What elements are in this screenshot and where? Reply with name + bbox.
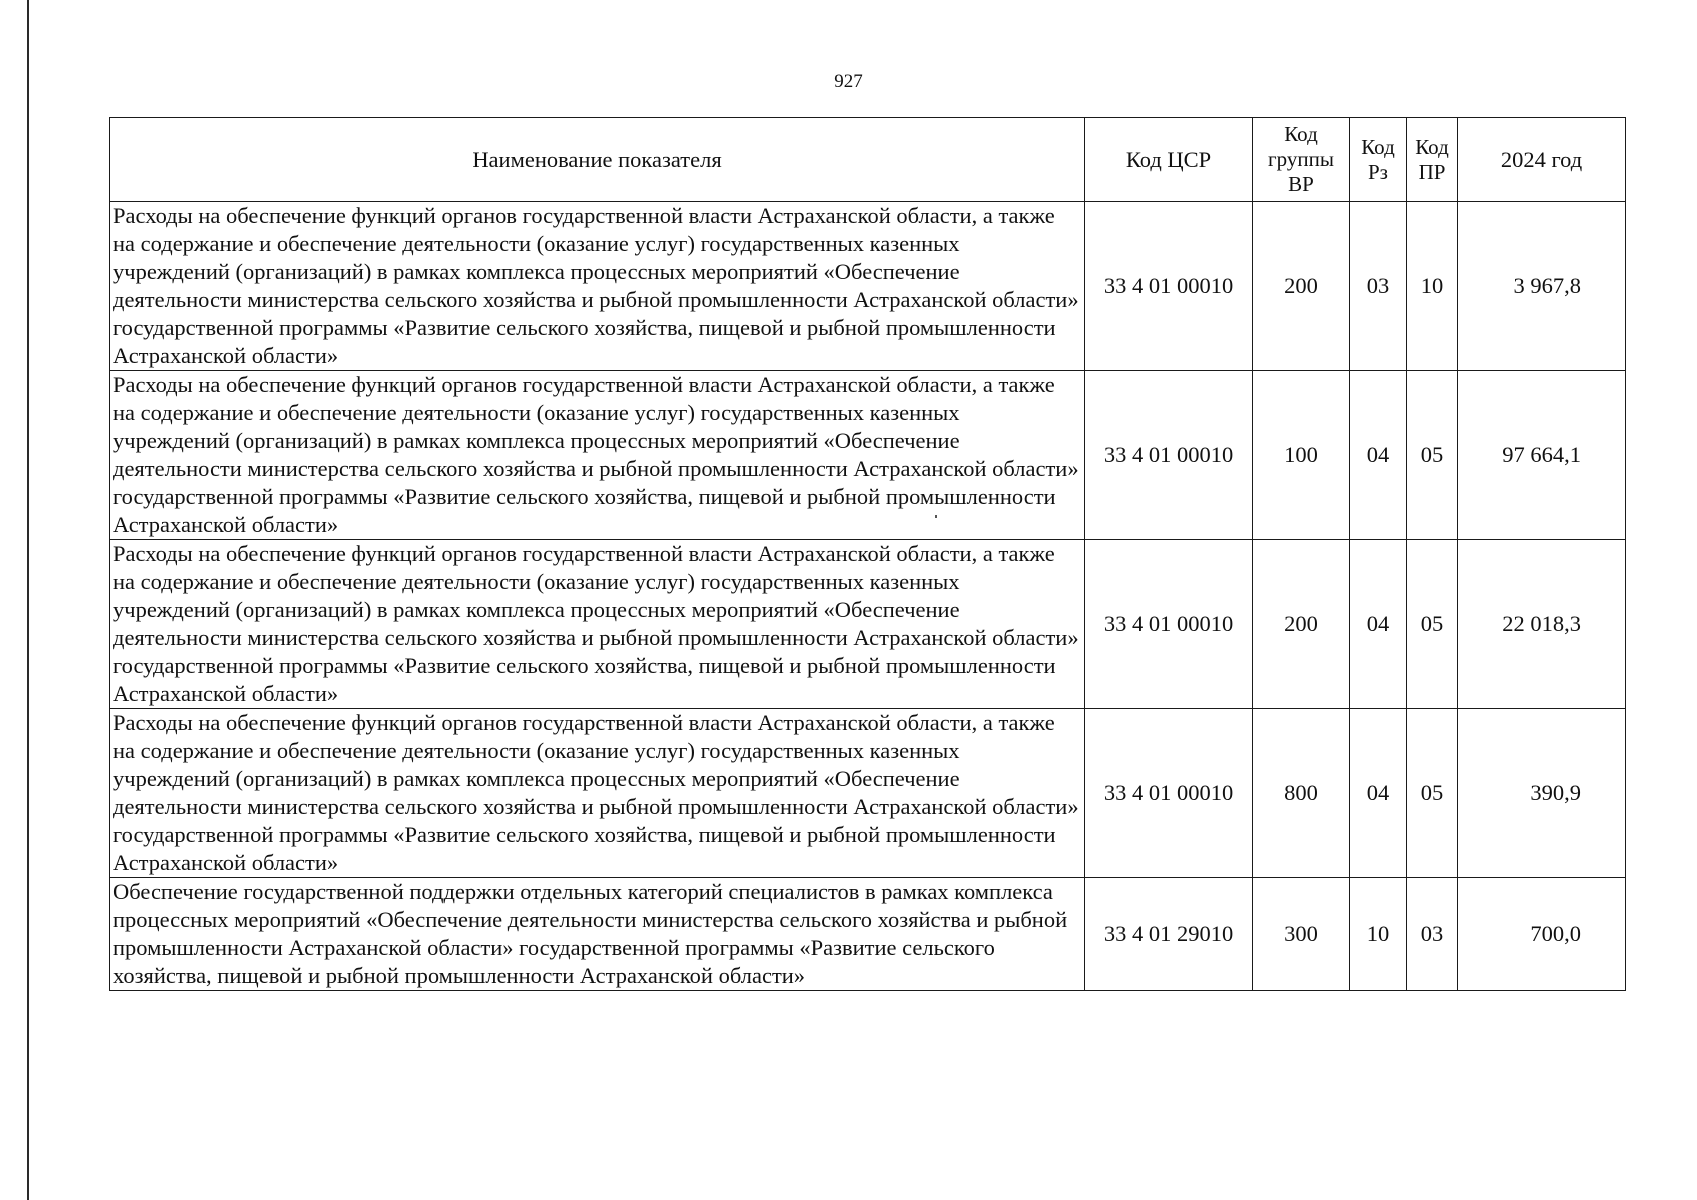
- row-name: Расходы на обеспечение функций органов государственной власти Астраханской области, а также на содержание и обеспечение деятельности (оказание услуг) государственных казенных учреждений (организаций) в рамках комплекса процессных мероприятий «Обеспечение деятельности министерства сельского хозяйства и рыбной промышленности Астраханской области» государственной программы «Развитие сельского хозяйства, пищевой и рыбной промышленности Астраханской области»: [110, 709, 1085, 878]
- row-pr: 05: [1407, 371, 1458, 540]
- table-row: [110, 202, 1626, 371]
- row-name: Расходы на обеспечение функций органов государственной власти Астраханской области, а также на содержание и обеспечение деятельности (оказание услуг) государственных казенных учреждений (организаций) в рамках комплекса процессных мероприятий «Обеспечение деятельности министерства сельского хозяйства и рыбной промышленности Астраханской области» государственной программы «Развитие сельского хозяйства, пищевой и рыбной промышленности Астраханской области»: [110, 540, 1085, 709]
- row-csr: 33 4 01 29010: [1085, 878, 1253, 991]
- table-row: [110, 709, 1626, 878]
- table-row: [110, 371, 1626, 540]
- header-pr: Код ПР: [1407, 118, 1458, 202]
- row-vr: 200: [1253, 540, 1350, 709]
- table-row: [110, 540, 1626, 709]
- table-header-row: [110, 118, 1626, 202]
- row-csr: 33 4 01 00010: [1085, 371, 1253, 540]
- row-rz: 10: [1350, 878, 1407, 991]
- row-pr: 10: [1407, 202, 1458, 371]
- row-amount: 22 018,3: [1458, 540, 1626, 709]
- row-amount: 700,0: [1458, 878, 1626, 991]
- scan-speck: [935, 515, 937, 518]
- row-pr: 05: [1407, 540, 1458, 709]
- header-name: Наименование показателя: [110, 118, 1085, 202]
- row-rz: 04: [1350, 540, 1407, 709]
- row-vr: 100: [1253, 371, 1350, 540]
- row-rz: 04: [1350, 371, 1407, 540]
- scan-edge-line: [27, 0, 29, 1200]
- row-name: Расходы на обеспечение функций органов государственной власти Астраханской области, а также на содержание и обеспечение деятельности (оказание услуг) государственных казенных учреждений (организаций) в рамках комплекса процессных мероприятий «Обеспечение деятельности министерства сельского хозяйства и рыбной промышленности Астраханской области» государственной программы «Развитие сельского хозяйства, пищевой и рыбной промышленности Астраханской области»: [110, 202, 1085, 371]
- row-amount: 390,9: [1458, 709, 1626, 878]
- header-csr: Код ЦСР: [1085, 118, 1253, 202]
- row-rz: 04: [1350, 709, 1407, 878]
- row-csr: 33 4 01 00010: [1085, 709, 1253, 878]
- row-rz: 03: [1350, 202, 1407, 371]
- row-pr: 05: [1407, 709, 1458, 878]
- row-vr: 200: [1253, 202, 1350, 371]
- row-vr: 300: [1253, 878, 1350, 991]
- row-csr: 33 4 01 00010: [1085, 202, 1253, 371]
- row-csr: 33 4 01 00010: [1085, 540, 1253, 709]
- row-vr: 800: [1253, 709, 1350, 878]
- row-amount: 3 967,8: [1458, 202, 1626, 371]
- row-amount: 97 664,1: [1458, 371, 1626, 540]
- header-rz: Код Рз: [1350, 118, 1407, 202]
- row-name: Расходы на обеспечение функций органов государственной власти Астраханской области, а также на содержание и обеспечение деятельности (оказание услуг) государственных казенных учреждений (организаций) в рамках комплекса процессных мероприятий «Обеспечение деятельности министерства сельского хозяйства и рыбной промышленности Астраханской области» государственной программы «Развитие сельского хозяйства, пищевой и рыбной промышленности Астраханской области»: [110, 371, 1085, 540]
- row-name: Обеспечение государственной поддержки отдельных категорий специалистов в рамках комплекса процессных мероприятий «Обеспечение деятельности министерства сельского хозяйства и рыбной промышленности Астраханской области» государственной программы «Развитие сельского хозяйства, пищевой и рыбной промышленности Астраханской области»: [110, 878, 1085, 991]
- table-row: [110, 878, 1626, 991]
- header-vr: Код группы ВР: [1253, 118, 1350, 202]
- row-pr: 03: [1407, 878, 1458, 991]
- budget-table: [109, 117, 1626, 991]
- page-number: 927: [834, 71, 863, 92]
- header-amount: 2024 год: [1458, 118, 1626, 202]
